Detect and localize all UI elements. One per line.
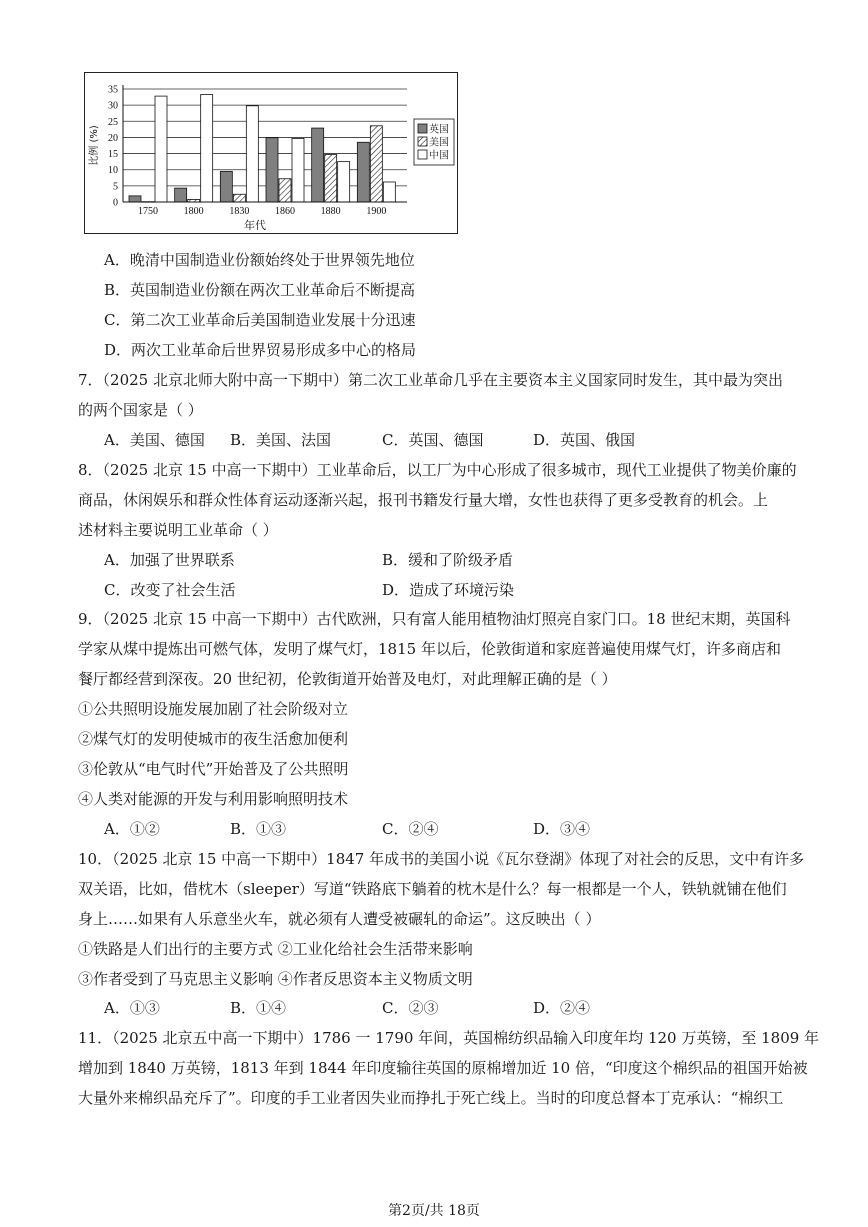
q6-option-d: D．两次工业革命后世界贸易形成多中心的格局 (104, 341, 417, 359)
q7-option-c: C．英国、德国 (382, 431, 484, 449)
q8-option-c: C．改变了社会生活 (104, 581, 236, 599)
q8-option-b: B．缓和了阶级矛盾 (382, 551, 514, 569)
q10-stem-line2: 双关语，比如，借枕木（sleeper）写道“铁路底下躺着的枕木是什么？每一根都是一个人，铁轨就铺在他们 (78, 880, 787, 898)
q9-option-d: D．③④ (533, 820, 591, 838)
q10-items-line1: ①铁路是人们出行的主要方式 ②工业化给社会生活带来影响 (78, 940, 473, 958)
q9-option-a: A．①② (104, 820, 160, 838)
q8-option-a: A．加强了世界联系 (104, 551, 235, 569)
bar-中国-1830 (246, 106, 258, 202)
q10-stem-line1: 10．（2025 北京 15 中高一下期中）1847 年成书的美国小说《瓦尔登湖》体现了对社会的反思，文中有许多 (78, 850, 805, 868)
q7-stem-line1: 7．（2025 北京北师大附中高一下期中）第二次工业革命几乎在主要资本主义国家同时发生，其中最为突出 (78, 371, 783, 389)
q10-option-b: B．①④ (230, 999, 287, 1017)
q6-option-a: A．晚清中国制造业份额始终处于世界领先地位 (104, 251, 415, 269)
q9-option-b: B．①③ (230, 820, 287, 838)
q10-option-a: A．①③ (104, 999, 160, 1017)
manufacturing-share-chart (84, 72, 458, 234)
q10-option-c: C．②③ (382, 999, 439, 1017)
y-tick-label: 30 (108, 100, 118, 112)
x-axis-title: 年代 (244, 219, 266, 232)
q7-option-b: B．美国、法国 (230, 431, 332, 449)
q9-item-4: ④人类对能源的开发与利用影响照明技术 (78, 790, 349, 808)
y-tick-label: 15 (108, 149, 118, 161)
bar-英国-1860 (266, 138, 278, 202)
legend-label-美国: 美国 (429, 137, 449, 149)
q7-stem-line2: 的两个国家是（ ） (78, 401, 203, 419)
q8-option-d: D．造成了环境污染 (382, 581, 515, 599)
bar-美国-1880 (325, 155, 337, 202)
y-tick-label: 0 (113, 197, 118, 209)
q6-option-b: B．英国制造业份额在两次工业革命后不断提高 (104, 281, 416, 299)
q8-stem-line3: 述材料主要说明工业革命（ ） (78, 521, 278, 539)
bar-英国-1750 (129, 196, 141, 202)
bar-中国-1800 (201, 94, 213, 202)
q10-stem-line3: 身上……如果有人乐意坐火车，就必须有人遭受被碾轧的命运”。这反映出（ ） (78, 910, 601, 928)
y-tick-label: 20 (108, 132, 118, 144)
q10-items-line2: ③作者受到了马克思主义影响 ④作者反思资本主义物质文明 (78, 970, 473, 988)
q10-option-d: D．②④ (533, 999, 591, 1017)
x-tick-label: 1800 (183, 206, 204, 217)
q9-item-2: ②煤气灯的发明使城市的夜生活愈加便利 (78, 730, 349, 748)
x-tick-label: 1880 (320, 206, 341, 217)
bar-中国-1860 (292, 138, 304, 202)
q6-option-c: C．第二次工业革命后美国制造业发展十分迅速 (104, 311, 416, 329)
q8-stem-line2: 商品，休闲娱乐和群众性体育运动逐渐兴起，报刊书籍发行量大增，女性也获得了更多受教育的机会。上 (78, 491, 769, 509)
q9-option-c: C．②④ (382, 820, 439, 838)
bar-美国-1860 (279, 179, 291, 202)
chart-svg (85, 73, 459, 235)
y-tick-label: 5 (113, 181, 118, 193)
q11-stem-line1: 11．（2025 北京五中高一下期中）1786 一 1790 年间，英国棉纺织品输入印度年均 120 万英镑，至 1809 年 (78, 1029, 820, 1047)
legend-swatch-中国 (418, 150, 427, 159)
page-footer: 第2页/共 18页 (388, 1203, 480, 1219)
q9-stem-line2: 学家从煤中提炼出可燃气体，发明了煤气灯，1815 年以后，伦敦街道和家庭普遍使用煤气灯，许多商店和 (78, 640, 781, 658)
q8-stem-line1: 8．（2025 北京 15 中高一下期中）工业革命后，以工厂为中心形成了很多城市，现代工业提供了物美价廉的 (78, 461, 797, 479)
q9-stem-line1: 9．（2025 北京 15 中高一下期中）古代欧洲，只有富人能用植物油灯照亮自家门口。18 世纪末期，英国科 (78, 610, 791, 628)
bar-英国-1880 (312, 128, 324, 202)
x-tick-label: 1860 (275, 206, 295, 217)
legend-swatch-英国 (418, 124, 427, 133)
bar-美国-1830 (233, 194, 245, 202)
q11-stem-line3: 大量外来棉织品充斥了”。印度的手工业者因失业而挣扎于死亡线上。当时的印度总督本丁克承认：“棉织工 (78, 1089, 784, 1107)
q9-item-1: ①公共照明设施发展加剧了社会阶级对立 (78, 700, 349, 718)
legend-swatch-美国 (418, 137, 427, 146)
x-tick-label: 1750 (138, 206, 158, 217)
bar-英国-1830 (220, 171, 232, 202)
y-axis-title: 比例 (%) (89, 125, 100, 166)
q11-stem-line2: 增加到 1840 万英镑，1813 年到 1844 年印度输往英国的原棉增加近 10 倍，“印度这个棉织品的祖国开始被 (78, 1059, 808, 1077)
legend-label-中国: 中国 (429, 150, 449, 162)
x-tick-label: 1830 (229, 206, 250, 217)
q7-option-a: A．美国、德国 (104, 431, 205, 449)
y-tick-label: 25 (108, 116, 118, 128)
bar-中国-1880 (338, 162, 350, 202)
q9-stem-line3: 餐厅都经营到深夜。20 世纪初，伦敦街道开始普及电灯，对此理解正确的是（ ） (78, 670, 617, 688)
x-tick-label: 1900 (366, 206, 387, 217)
q9-item-3: ③伦敦从“电气时代”开始普及了公共照明 (78, 760, 349, 778)
q7-option-d: D．英国、俄国 (533, 431, 636, 449)
y-tick-label: 35 (108, 84, 118, 96)
bar-中国-1750 (155, 96, 167, 202)
y-tick-label: 10 (108, 165, 118, 177)
bar-英国-1800 (175, 188, 187, 202)
bar-中国-1900 (383, 182, 395, 202)
legend-label-英国: 英国 (429, 124, 449, 136)
bar-美国-1900 (370, 126, 382, 202)
bar-英国-1900 (357, 142, 369, 202)
